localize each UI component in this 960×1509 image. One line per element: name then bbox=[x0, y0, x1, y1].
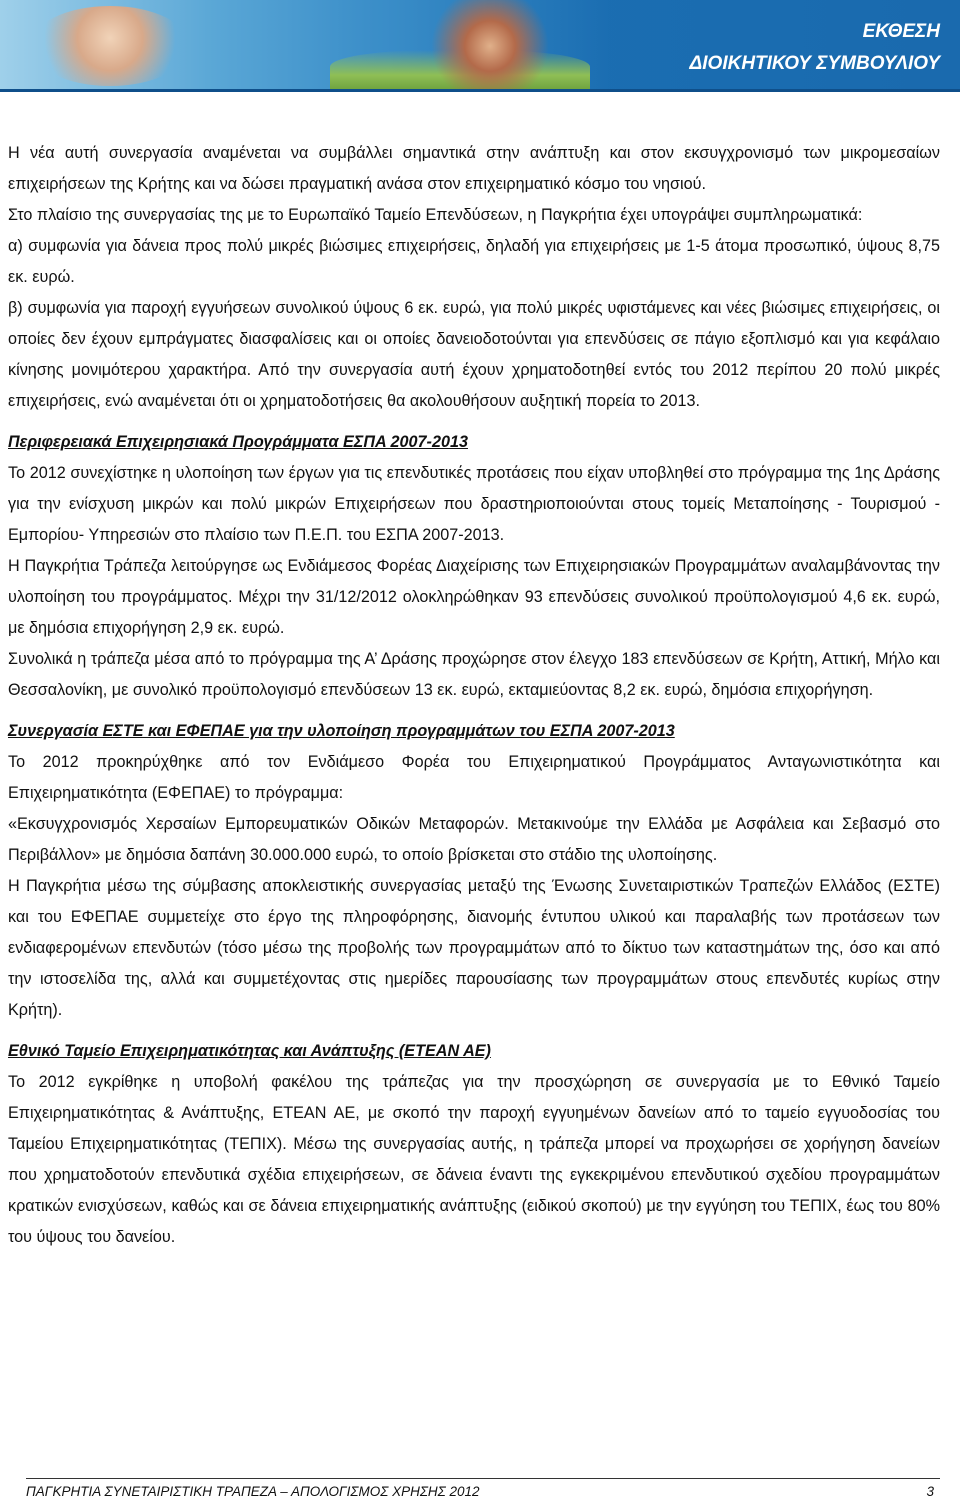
banner-divider bbox=[0, 89, 960, 92]
report-title bbox=[690, 16, 940, 80]
photo-figure-right bbox=[420, 0, 560, 92]
paragraph: «Εκσυγχρονισμός Χερσαίων Εμπορευματικών Οδικών Μεταφορών. Μετακινούμε την Ελλάδα με Ασφάλεια και Σεβασμό στο Περιβάλλον» με δημόσια δαπάνη 30.000.000 ευρώ, το οποίο βρίσκεται στο στάδιο της υλοποίησης. bbox=[8, 815, 940, 864]
paragraph: Η Παγκρήτια Τράπεζα λειτούργησε ως Ενδιάμεσος Φορέας Διαχείρισης των Επιχειρησιακών Προγραμμάτων αναλαμβάνοντας την υλοποίηση του προγράμματος. Μέχρι την 31/12/2012 ολοκληρώθηκαν 93 επενδύσεις συνολικού προϋπολογισμού 4,6 εκ. ευρώ, με δημόσια επιχορήγηση 2,9 εκ. ευρώ. bbox=[8, 557, 940, 637]
paragraph: α) συμφωνία για δάνεια προς πολύ μικρές βιώσιμες επιχειρήσεις, δηλαδή για επιχειρήσεις με 1-5 άτομα προσωπικό, ύψους 8,75 εκ. ευρώ. bbox=[8, 237, 940, 286]
page-number: 3 bbox=[926, 1484, 934, 1499]
paragraph: Η Παγκρήτια μέσω της σύμβασης αποκλειστικής συνεργασίας μεταξύ της Ένωσης Συνεταιριστικών Τραπεζών Ελλάδος (ΕΣΤΕ) και του ΕΦΕΠΑΕ συμμετείχε στο έργο της πληροφόρησης, διανομής έντυπου υλικού και παραλαβής των προτάσεων των ενδιαφερομένων επενδυτών (τόσο μέσω της προβολής των προγραμμάτων από το δίκτυο των καταστημάτων της, όσο και από την ιστοσελίδα της, αλλά και συμμετέχοντας στις ημερίδες παρουσίασης των προγραμμάτων στους επενδυτές κυρίως στην Κρήτη). bbox=[8, 877, 940, 1019]
footer-text: ΠΑΓΚΡΗΤΙΑ ΣΥΝΕΤΑΙΡΙΣΤΙΚΗ ΤΡΑΠΕΖΑ – ΑΠΟΛΟΓΙΣΜΟΣ ΧΡΗΣΗΣ 2012 bbox=[26, 1484, 480, 1499]
paragraph: β) συμφωνία για παροχή εγγυήσεων συνολικού ύψους 6 εκ. ευρώ, για πολύ μικρές υφιστάμενες και νέες βιώσιμες επιχειρήσεις, οι οποίες δεν έχουν εμπράγματες διασφαλίσεις και οι οποίες δανειοδοτούνται για επενδύσεις σε πάγιο εξοπλισμό και για κεφάλαιο κίνησης μονιμότερου χαρακτήρα. Από την συνεργασία αυτή έχουν χρηματοδοτηθεί εντός του 2012 περίπου 20 πολύ μικρές επιχειρήσεις, ενώ αναμένεται ότι οι χρηματοδοτήσεις θα ακολουθήσουν αυξητική πορεία το 2013. bbox=[8, 299, 940, 410]
photo-figure-left bbox=[30, 6, 190, 86]
section-heading: Περιφερειακά Επιχειρησιακά Προγράμματα ΕΣΠΑ 2007-2013 bbox=[8, 433, 468, 451]
section-heading: Συνεργασία ΕΣΤΕ και ΕΦΕΠΑΕ για την υλοποίηση προγραμμάτων του ΕΣΠΑ 2007-2013 bbox=[8, 722, 675, 740]
paragraph: Το 2012 συνεχίστηκε η υλοποίηση των έργων για τις επενδυτικές προτάσεις που είχαν υποβληθεί στο πρόγραμμα της 1ης Δράσης για την ενίσχυση μικρών και πολύ μικρών Επιχειρήσεων που δραστηριοποιούνται στους τομείς Μεταποίησης - Τουρισμού - Εμπορίου- Υπηρεσιών στο πλαίσιο των Π.Ε.Π. του ΕΣΠΑ 2007-2013. bbox=[8, 464, 940, 544]
paragraph: Συνολικά η τράπεζα μέσα από το πρόγραμμα της Α’ Δράσης προχώρησε στον έλεγχο 183 επενδύσεων σε Κρήτη, Αττική, Μήλο και Θεσσαλονίκη, με συνολικό προϋπολογισμό επενδύσεων 13 εκ. ευρώ, εκταμιεύοντας 8,2 εκ. ευρώ, δημόσια επιχορήγηση. bbox=[8, 650, 940, 699]
document-body bbox=[8, 138, 940, 1253]
report-title-line1: ΕΚΘΕΣΗ bbox=[862, 21, 940, 42]
header-banner bbox=[0, 0, 960, 92]
page-footer bbox=[26, 1478, 940, 1505]
paragraph: Η νέα αυτή συνεργασία αναμένεται να συμβάλλει σημαντικά στην ανάπτυξη και στον εκσυγχρονισμό των μικρομεσαίων επιχειρήσεων της Κρήτης και να δώσει πραγματική ανάσα στον επιχειρηματικό κόσμο του νησιού. bbox=[8, 144, 940, 193]
paragraph: Στο πλαίσιο της συνεργασίας της με το Ευρωπαϊκό Ταμείο Επενδύσεων, η Παγκρήτια έχει υπογράψει συμπληρωματικά: bbox=[8, 206, 863, 224]
paragraph: Το 2012 εγκρίθηκε η υποβολή φακέλου της τράπεζας για την προσχώρηση σε συνεργασία με το Εθνικό Ταμείο Επιχειρηματικότητας & Ανάπτυξης, ΕΤΕΑΝ ΑΕ, με σκοπό την παροχή εγγυημένων δανείων από το ταμείο εγγυοδοσίας του Ταμείου Επιχειρηματικότητας (ΤΕΠΙΧ). Μέσω της συνεργασίας αυτής, η τράπεζα μπορεί να προχωρήσει σε χορήγηση δανείων που χρηματοδοτούν επενδυτικά σχέδια επιχειρήσεων, σε δάνεια έναντι της εγκεκριμένου επενδυτικού σχεδίου προγραμμάτων κρατικών ενισχύσεων, καθώς και σε δάνεια επιχειρηματικής ανάπτυξης (ειδικού σκοπού) με την εγγύηση του ΤΕΠΙΧ, έως του 80% του ύψους του δανείου. bbox=[8, 1073, 940, 1246]
section-heading: Εθνικό Ταμείο Επιχειρηματικότητας και Ανάπτυξης (ΕΤΕΑΝ ΑΕ) bbox=[8, 1042, 491, 1060]
report-title-line2: ΔΙΟΙΚΗΤΙΚΟΥ ΣΥΜΒΟΥΛΙΟΥ bbox=[689, 53, 940, 74]
header-photo bbox=[0, 0, 610, 92]
paragraph: Το 2012 προκηρύχθηκε από τον Ενδιάμεσο Φορέα του Επιχειρηματικού Προγράμματος Ανταγωνιστικότητα και Επιχειρηματικότητα (ΕΦΕΠΑΕ) το πρόγραμμα: bbox=[8, 753, 940, 802]
